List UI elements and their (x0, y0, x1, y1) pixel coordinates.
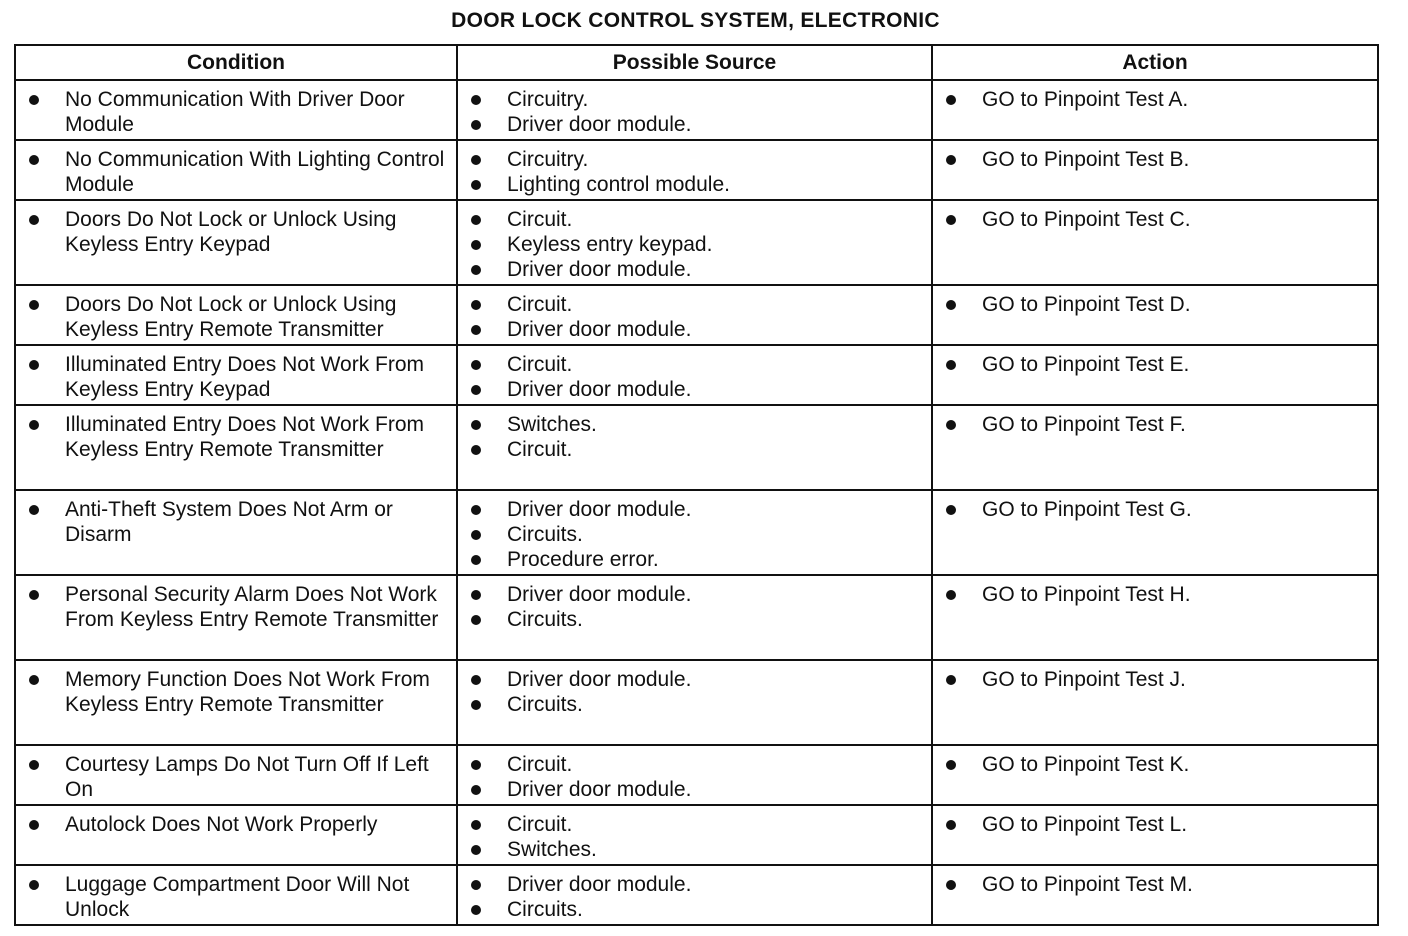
possible-source-cell (457, 200, 932, 285)
action-cell (932, 745, 1378, 805)
action-cell (932, 140, 1378, 200)
condition-cell (15, 745, 457, 805)
possible-source-cell (457, 575, 932, 660)
list-item: GO to Pinpoint Test G. (933, 497, 1369, 522)
list-item: Illuminated Entry Does Not Work From Keyless Entry Remote Transmitter (16, 412, 448, 462)
list-item: GO to Pinpoint Test M. (933, 872, 1369, 897)
list-item: Switches. (458, 837, 923, 862)
bullet-list (458, 872, 923, 922)
list-item: Luggage Compartment Door Will Not Unlock (16, 872, 448, 922)
bullet-list (933, 207, 1369, 232)
list-item: GO to Pinpoint Test F. (933, 412, 1369, 437)
list-item: Procedure error. (458, 547, 923, 572)
bullet-list (16, 752, 448, 802)
table-row (15, 200, 1378, 285)
list-item: Doors Do Not Lock or Unlock Using Keyless Entry Keypad (16, 207, 448, 257)
list-item: Doors Do Not Lock or Unlock Using Keyless Entry Remote Transmitter (16, 292, 448, 342)
bullet-list (16, 147, 448, 197)
list-item: GO to Pinpoint Test J. (933, 667, 1369, 692)
action-cell (932, 865, 1378, 925)
action-cell (932, 405, 1378, 490)
bullet-list (458, 582, 923, 632)
list-item: Driver door module. (458, 377, 923, 402)
bullet-list (16, 497, 448, 547)
list-item: GO to Pinpoint Test H. (933, 582, 1369, 607)
condition-cell (15, 200, 457, 285)
table-row (15, 575, 1378, 660)
bullet-list (933, 352, 1369, 377)
possible-source-cell (457, 745, 932, 805)
column-header-condition: Condition (15, 45, 457, 80)
possible-source-cell (457, 490, 932, 575)
bullet-list (16, 207, 448, 257)
table-header-row (15, 45, 1378, 80)
list-item: Driver door module. (458, 317, 923, 342)
bullet-list (458, 147, 923, 197)
bullet-list (458, 667, 923, 717)
list-item: Driver door module. (458, 582, 923, 607)
list-item: Driver door module. (458, 257, 923, 282)
list-item: Keyless entry keypad. (458, 232, 923, 257)
bullet-list (933, 412, 1369, 437)
condition-cell (15, 140, 457, 200)
list-item: Circuits. (458, 607, 923, 632)
bullet-list (16, 667, 448, 717)
possible-source-cell (457, 285, 932, 345)
table-row (15, 865, 1378, 925)
list-item: Circuit. (458, 437, 923, 462)
bullet-list (458, 752, 923, 802)
list-item: Anti-Theft System Does Not Arm or Disarm (16, 497, 448, 547)
list-item: Circuits. (458, 692, 923, 717)
bullet-list (933, 752, 1369, 777)
action-cell (932, 80, 1378, 140)
bullet-list (933, 812, 1369, 837)
bullet-list (458, 812, 923, 862)
bullet-list (16, 812, 448, 837)
column-header-possible-source: Possible Source (457, 45, 932, 80)
condition-cell (15, 575, 457, 660)
bullet-list (16, 412, 448, 462)
possible-source-cell (457, 345, 932, 405)
action-cell (932, 490, 1378, 575)
bullet-list (933, 872, 1369, 897)
condition-cell (15, 865, 457, 925)
list-item: GO to Pinpoint Test K. (933, 752, 1369, 777)
column-header-action: Action (932, 45, 1378, 80)
bullet-list (16, 872, 448, 922)
bullet-list (933, 147, 1369, 172)
bullet-list (458, 207, 923, 282)
bullet-list (16, 87, 448, 137)
table-row (15, 660, 1378, 745)
table-row (15, 805, 1378, 865)
list-item: Circuit. (458, 352, 923, 377)
condition-cell (15, 285, 457, 345)
list-item: Driver door module. (458, 497, 923, 522)
list-item: No Communication With Lighting Control Module (16, 147, 448, 197)
list-item: Circuit. (458, 812, 923, 837)
action-cell (932, 575, 1378, 660)
table-row (15, 490, 1378, 575)
list-item: Autolock Does Not Work Properly (16, 812, 448, 837)
list-item: Lighting control module. (458, 172, 923, 197)
list-item: Courtesy Lamps Do Not Turn Off If Left On (16, 752, 448, 802)
list-item: GO to Pinpoint Test E. (933, 352, 1369, 377)
list-item: Personal Security Alarm Does Not Work From Keyless Entry Remote Transmitter (16, 582, 448, 632)
bullet-list (933, 582, 1369, 607)
table-row (15, 140, 1378, 200)
table-row (15, 80, 1378, 140)
bullet-list (933, 87, 1369, 112)
bullet-list (458, 412, 923, 462)
condition-cell (15, 805, 457, 865)
condition-cell (15, 660, 457, 745)
bullet-list (16, 352, 448, 402)
table-row (15, 745, 1378, 805)
page-title: DOOR LOCK CONTROL SYSTEM, ELECTRONIC (451, 9, 940, 32)
diagnosis-table (14, 44, 1379, 926)
list-item: GO to Pinpoint Test C. (933, 207, 1369, 232)
possible-source-cell (457, 865, 932, 925)
condition-cell (15, 490, 457, 575)
list-item: Driver door module. (458, 667, 923, 692)
possible-source-cell (457, 805, 932, 865)
bullet-list (16, 292, 448, 342)
possible-source-cell (457, 140, 932, 200)
bullet-list (933, 497, 1369, 522)
list-item: Switches. (458, 412, 923, 437)
list-item: Circuits. (458, 522, 923, 547)
possible-source-cell (457, 80, 932, 140)
bullet-list (458, 292, 923, 342)
bullet-list (458, 497, 923, 572)
list-item: Circuitry. (458, 147, 923, 172)
bullet-list (933, 292, 1369, 317)
list-item: Circuits. (458, 897, 923, 922)
condition-cell (15, 80, 457, 140)
condition-cell (15, 345, 457, 405)
list-item: Circuitry. (458, 87, 923, 112)
list-item: No Communication With Driver Door Module (16, 87, 448, 137)
possible-source-cell (457, 660, 932, 745)
list-item: GO to Pinpoint Test L. (933, 812, 1369, 837)
list-item: Driver door module. (458, 112, 923, 137)
condition-cell (15, 405, 457, 490)
action-cell (932, 200, 1378, 285)
list-item: Driver door module. (458, 777, 923, 802)
table-row (15, 405, 1378, 490)
list-item: Circuit. (458, 752, 923, 777)
action-cell (932, 345, 1378, 405)
bullet-list (16, 582, 448, 632)
table-row (15, 285, 1378, 345)
list-item: Driver door module. (458, 872, 923, 897)
bullet-list (933, 667, 1369, 692)
action-cell (932, 285, 1378, 345)
possible-source-cell (457, 405, 932, 490)
list-item: GO to Pinpoint Test B. (933, 147, 1369, 172)
action-cell (932, 660, 1378, 745)
list-item: GO to Pinpoint Test D. (933, 292, 1369, 317)
list-item: Circuit. (458, 207, 923, 232)
list-item: Illuminated Entry Does Not Work From Keyless Entry Keypad (16, 352, 448, 402)
action-cell (932, 805, 1378, 865)
table-row (15, 345, 1378, 405)
bullet-list (458, 352, 923, 402)
list-item: GO to Pinpoint Test A. (933, 87, 1369, 112)
list-item: Memory Function Does Not Work From Keyless Entry Remote Transmitter (16, 667, 448, 717)
bullet-list (458, 87, 923, 137)
list-item: Circuit. (458, 292, 923, 317)
